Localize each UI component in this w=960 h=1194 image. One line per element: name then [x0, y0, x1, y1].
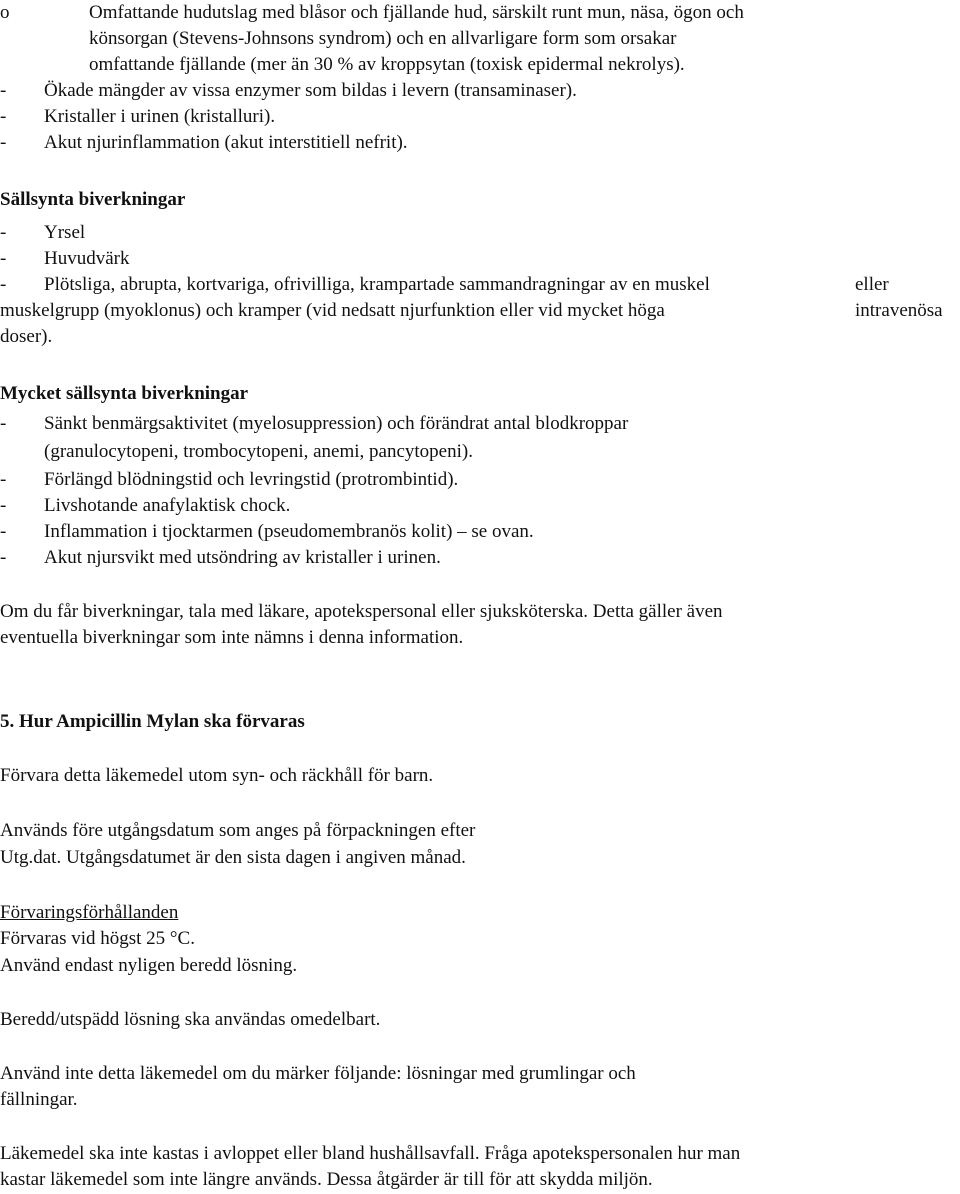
storage-paragraph: Beredd/utspädd lösning ska användas omedelbart.: [0, 1009, 381, 1030]
section-heading-very-rare: Mycket sällsynta biverkningar: [0, 383, 249, 404]
list-item: Förlängd blödningstid och levringstid (protrombintid).: [44, 469, 459, 490]
storage-paragraph-line: Används före utgångsdatum som anges på förpackningen efter: [0, 820, 476, 841]
list-item: Akut njursvikt med utsöndring av kristaller i urinen.: [44, 547, 441, 568]
disposal-paragraph-line: Läkemedel ska inte kastas i avloppet eller bland hushållsavfall. Fråga apotekspersonalen hur man: [0, 1143, 741, 1164]
storage-conditions-heading: Förvaringsförhållanden: [0, 902, 179, 923]
list-dash: -: [0, 469, 7, 490]
list-dash: -: [0, 132, 7, 153]
section-heading-rare: Sällsynta biverkningar: [0, 189, 186, 210]
list-item: Livshotande anafylaktisk chock.: [44, 495, 291, 516]
list-dash: -: [0, 274, 7, 295]
list-item: Plötsliga, abrupta, kortvariga, ofrivilliga, krampartade sammandragningar av en muskel: [44, 274, 710, 295]
list-item: Ökade mängder av vissa enzymer som bildas i levern (transaminaser).: [44, 80, 577, 101]
list-item-continuation: (granulocytopeni, trombocytopeni, anemi, pancytopeni).: [44, 441, 473, 462]
storage-condition-line: Använd endast nyligen beredd lösning.: [0, 955, 298, 976]
list-dash: -: [0, 495, 7, 516]
report-paragraph-line: Om du får biverkningar, tala med läkare, apotekspersonal eller sjuksköterska. Detta gäller även: [0, 601, 723, 622]
list-item: Kristaller i urinen (kristalluri).: [44, 106, 276, 127]
list-item-continuation: muskelgrupp (myoklonus) och kramper (vid nedsatt njurfunktion eller vid mycket höga: [0, 300, 665, 321]
list-item-line-end: eller: [855, 274, 889, 295]
storage-condition-line: Förvaras vid högst 25 °C.: [0, 928, 195, 949]
storage-paragraph-line: Använd inte detta läkemedel om du märker följande: lösningar med grumlingar och: [0, 1063, 636, 1084]
list-dash: -: [0, 547, 7, 568]
list-dash: -: [0, 413, 7, 434]
list-item-line-end: intravenösa: [855, 300, 943, 321]
list-item-continuation: doser).: [0, 326, 53, 347]
list-dash: -: [0, 521, 7, 542]
list-dash: -: [0, 80, 7, 101]
list-dash: -: [0, 248, 7, 269]
report-paragraph-line: eventuella biverkningar som inte nämns i denna information.: [0, 627, 464, 648]
list-dash: -: [0, 106, 7, 127]
section-heading-storage: 5. Hur Ampicillin Mylan ska förvaras: [0, 711, 305, 732]
list-item: Inflammation i tjocktarmen (pseudomembranös kolit) – se ovan.: [44, 521, 534, 542]
bullet-marker: o: [0, 2, 10, 23]
list-item: Yrsel: [44, 222, 86, 243]
list-dash: -: [0, 222, 7, 243]
storage-paragraph-line: fällningar.: [0, 1089, 78, 1110]
storage-paragraph-line: Utg.dat. Utgångsdatumet är den sista dagen i angiven månad.: [0, 847, 466, 868]
sjs-text-line: Omfattande hudutslag med blåsor och fjällande hud, särskilt runt mun, näsa, ögon och: [89, 2, 744, 23]
disposal-paragraph-line: kastar läkemedel som inte längre används. Dessa åtgärder är till för att skydda miljön.: [0, 1169, 653, 1190]
sjs-text-line: könsorgan (Stevens-Johnsons syndrom) och en allvarligare form som orsakar: [89, 28, 677, 49]
storage-paragraph: Förvara detta läkemedel utom syn- och räckhåll för barn.: [0, 765, 434, 786]
list-item: Akut njurinflammation (akut interstitiell nefrit).: [44, 132, 408, 153]
list-item: Sänkt benmärgsaktivitet (myelosuppression) och förändrat antal blodkroppar: [44, 413, 629, 434]
list-item: Huvudvärk: [44, 248, 130, 269]
sjs-text-line: omfattande fjällande (mer än 30 % av kroppsytan (toxisk epidermal nekrolys).: [89, 54, 685, 75]
